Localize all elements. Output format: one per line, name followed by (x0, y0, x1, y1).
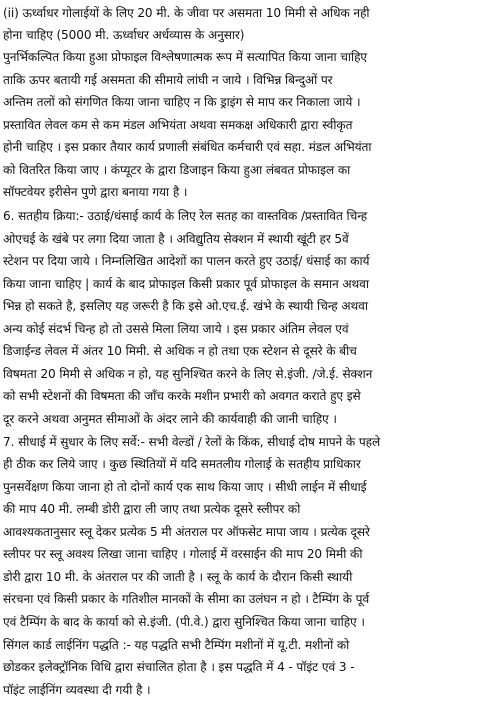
text-line: डोरी द्वारा 10 मी. के अंतराल पर की जाती है । स्लू के कार्य के दौरान किसी स्थायी (3, 570, 353, 584)
text-line: आवश्यकतानुसार स्लू देकर प्रत्येक 5 मी अंतराल पर ऑफसेट मापा जाय । प्रत्येक दूसरे (3, 525, 370, 539)
text-line: की माप 40 मी. लम्बी डोरी द्वारा ली जाए तथा प्रत्येक दूसरे स्लीपर को (3, 502, 301, 516)
text-line: स्लीपर पर स्लू अवश्य लिखा जाना चाहिए । गोलाई में वरसाईन की माप 20 मिमी की (3, 547, 363, 561)
text-line: एवं टैम्पिंग के बाद के कार्या को से.इंजी. (पी.वे.) द्वारा सुनिश्चित किया जाना चाहिए । (3, 615, 365, 629)
text-line: प्रस्तावित लेवल कम से कम मंडल अभियंता अथवा समकक्ष अधिकारी द्वारा स्वीकृत (3, 118, 353, 132)
text-line: स्टेशन पर दिया जाये । निम्नलिखित आदेशों का पालन करते हुए उठाई/ धंसाई का कार्य (3, 254, 370, 268)
text-line: पॉइंट लाईनिंग व्यवस्था दी गयी है । (3, 683, 151, 697)
text-line: विषमता 20 मिमी से अधिक न हो, यह सुनिश्चित करने के लिए से.इंजी. /जे.ई. सेक्शन (3, 367, 373, 381)
text-line: दूर करने अथवा अनुमत सीमाओं के अंदर लाने की कार्यवाही की जानी चाहिए । (3, 412, 337, 426)
text-line: अन्तिम तलों को संगणित किया जाना चाहिए न कि ड्राइंग से माप कर निकाला जाये । (3, 95, 361, 109)
text-line: होनी चाहिए । इस प्रकार तैयार कार्य प्रणाली संबंधित कर्मचारी एवं सहा. मंडल अभियंता (3, 140, 372, 154)
text-line: पुनसर्वेक्षण किया जाना हो तो दोनों कार्य एक साथ किया जाए । सीधी लाईन में सीधाई (3, 480, 367, 494)
text-line: सॉफ्टवेयर इरीसेन पुणे द्वारा बनाया गया है । (3, 185, 188, 199)
text-line: ओएचई के खंबे पर लगा दिया जाता है । अविद्युतिय सेक्शन में स्थायी खूंटी हर 5वें (3, 232, 349, 246)
text-line: को सभी स्टेशनों की विषमता की जाँच करके मशीन प्रभारी को अवगत कराते हुए इसे (3, 389, 361, 403)
text-line: ताकि ऊपर बतायी गई असमता की सीमाये लांघी न जाये । विभिन्न बिन्दुओं पर (3, 73, 333, 87)
text-line: छोडकर इलेक्ट्रॉनिक विधि द्वारा संचालित होता है । इस पद्धति में 4 - पॉइंट एवं 3 - (3, 660, 355, 674)
text-line: अन्य कोई संदर्भ चिन्ह हो तो उससे मिला लिया जाये । इस प्रकार अंतिम लेवल एवं (3, 322, 349, 336)
text-line: किया जाना चाहिए | कार्य के बाद प्रोफाइल किसी प्रकार पूर्व प्रोफाइल के समान अथवा (3, 277, 369, 291)
text-line: (ii) ऊर्ध्वाधर गोलाईयों के लिए 20 मी. के जीवा पर असमता 10 मिमी से अधिक नही (3, 6, 370, 20)
section-6-heading-line: 6. सतहीय क्रिया:- उठाई/धंसाई कार्य के लिए रेल सतह का वास्तविक /प्रस्तावित चिन्ह (3, 209, 368, 223)
single-chord-lining-heading-line: सिंगल कार्ड लाईनिंग पद्धति :- यह पद्धति सभी टैम्पिंग मशीनों में यू.टी. मशीनों को (3, 638, 350, 652)
text-line: पुनर्भिकल्पित किया हुआ प्रोफाइल विश्लेषणात्मक रूप में सत्यापित किया जाना चाहिए (3, 50, 368, 64)
text-line: को वितरित किया जाए । कंप्यूटर के द्वारा डिजाइन किया हुआ लंबवत प्रोफाइल का (3, 163, 351, 177)
text-line: होना चाहिए (5000 मी. ऊर्ध्वाधर अर्धव्यास के अनुसार) (3, 28, 245, 42)
text-line: ही ठीक कर लिये जाए । कुछ स्थितियों में यदि समतलीय गोलाई के सतहीय प्राधिकार (3, 457, 361, 471)
text-line: डिजाईन्ड लेवल में अंतर 10 मिमी. से अधिक न हो तथा एक स्टेशन से दूसरे के बीच (3, 344, 357, 358)
text-line: संरचना एवं किसी प्रकार के गतिशील मानकों के सीमा का उलंघन न हो । टैम्पिंग के पूर्व (3, 592, 370, 606)
section-7-heading-line: 7. सीधाई में सुधार के लिए सर्वे:- सभी वेल्डों / रेलों के किंक, सीधाई दोष मापने के पहले (3, 435, 381, 449)
text-line: भिन्न हो सकते है, इसलिए यह जरूरी है कि इसे ओ.एच.ई. खंभे के स्थायी चिन्ह अथवा (3, 299, 368, 313)
